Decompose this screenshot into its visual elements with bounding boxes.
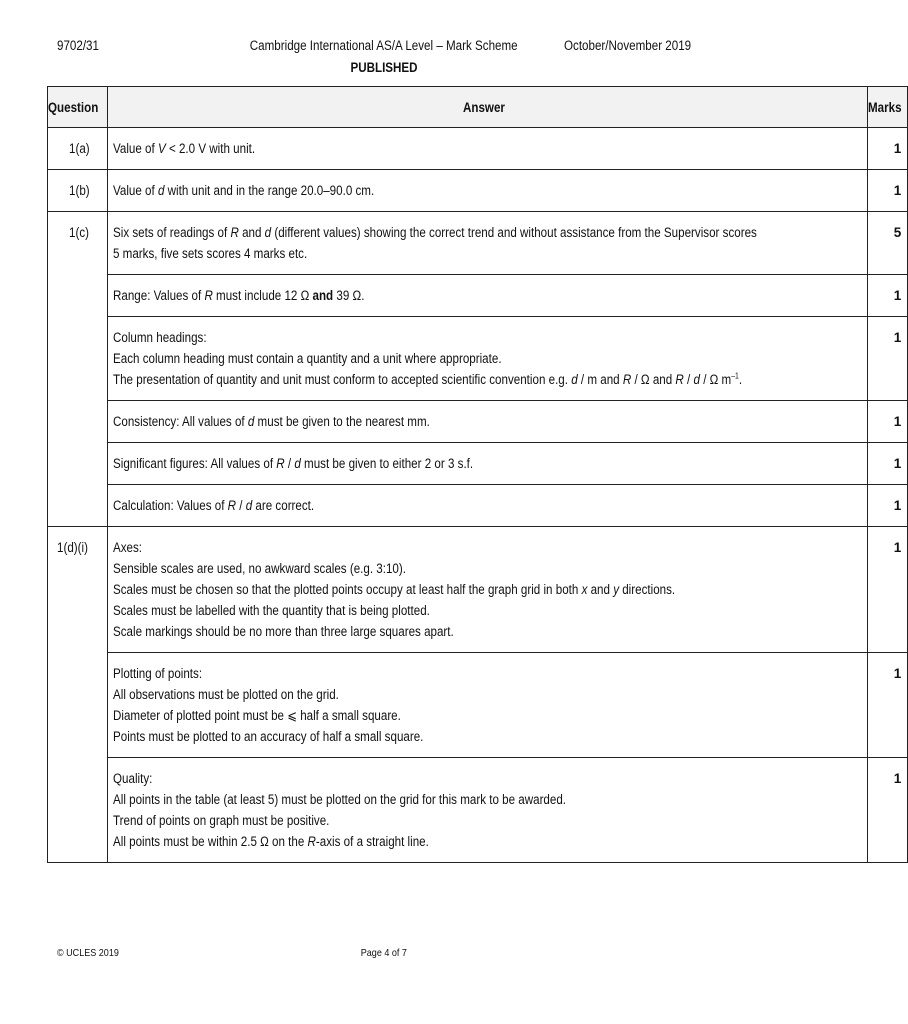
answer-cell xyxy=(107,485,868,527)
mark-value: 1 xyxy=(893,330,902,345)
marks-cell xyxy=(868,317,908,401)
answer-cell xyxy=(107,527,868,653)
question-cell xyxy=(48,527,108,653)
mark-value: 1 xyxy=(893,288,902,303)
answer-cell xyxy=(107,401,868,443)
marks-cell xyxy=(868,443,908,485)
question-number: 1(b) xyxy=(68,183,90,198)
answer-cell xyxy=(107,317,868,401)
answer-line: All points in the table (at least 5) must be plotted on the grid for this mark to be awarded. xyxy=(112,792,566,807)
column-header-answer: Answer xyxy=(107,87,868,128)
answer-cell xyxy=(107,653,868,758)
answer-line: Each column heading must contain a quantity and a unit where appropriate. xyxy=(112,351,502,366)
question-cell xyxy=(48,401,108,443)
answer-line: Range: Values of R must include 12 Ω and 39 Ω. xyxy=(112,288,364,303)
answer-line: Scales must be chosen so that the plotted points occupy at least half the graph grid in both x and y directions. xyxy=(112,582,675,597)
table-row xyxy=(48,128,908,170)
marks-cell xyxy=(868,128,908,170)
page-number: Page 4 of 7 xyxy=(360,947,408,959)
column-header-question: Question xyxy=(48,87,108,128)
question-number: 1(d)(i) xyxy=(56,540,88,555)
marks-cell xyxy=(868,401,908,443)
answer-cell xyxy=(107,758,868,863)
answer-line: The presentation of quantity and unit must conform to accepted scientific convention e.g. d / m and R / Ω and R / d / Ω $m^{-1}$. xyxy=(112,371,742,387)
table-row xyxy=(48,527,908,653)
answer-line: Sensible scales are used, no awkward scales (e.g. 3:10). xyxy=(112,561,406,576)
mark-value: 1 xyxy=(893,771,902,786)
answer-line: All points must be within 2.5 Ω on the R-axis of a straight line. xyxy=(112,834,429,849)
answer-cell xyxy=(107,275,868,317)
answer-cell xyxy=(107,170,868,212)
copyright-notice: © UCLES 2019 xyxy=(57,947,119,959)
mark-value: 1 xyxy=(893,666,902,681)
marks-cell xyxy=(868,485,908,527)
question-cell xyxy=(48,317,108,401)
table-row xyxy=(48,653,908,758)
mark-scheme-table xyxy=(47,86,908,863)
answer-line: Significant figures: All values of R / d must be given to either 2 or 3 s.f. xyxy=(112,456,473,471)
answer-line: All observations must be plotted on the grid. xyxy=(112,687,339,702)
marks-cell xyxy=(868,653,908,758)
table-row xyxy=(48,758,908,863)
question-number: 1(a) xyxy=(68,141,90,156)
paper-code: 9702/31 xyxy=(57,38,99,53)
answer-line: Value of d with unit and in the range 20.0–90.0 cm. xyxy=(112,183,374,198)
mark-value: 1 xyxy=(893,456,902,471)
marks-cell xyxy=(868,170,908,212)
answer-line: Diameter of plotted point must be ⩽ half a small square. xyxy=(112,708,401,723)
exam-session: October/November 2019 xyxy=(564,38,692,53)
answer-line: Scales must be labelled with the quantity that is being plotted. xyxy=(112,603,430,618)
table-row xyxy=(48,443,908,485)
mark-value: 1 xyxy=(893,141,902,156)
answer-line: Consistency: All values of d must be given to the nearest mm. xyxy=(112,414,430,429)
question-cell xyxy=(48,653,108,758)
question-cell xyxy=(48,212,108,275)
answer-line: Axes: xyxy=(112,540,142,555)
table-body xyxy=(48,128,908,863)
answer-cell xyxy=(107,443,868,485)
table-row xyxy=(48,170,908,212)
question-cell xyxy=(48,485,108,527)
table-row xyxy=(48,401,908,443)
answer-line: 5 marks, five sets scores 4 marks etc. xyxy=(112,246,307,261)
table-row xyxy=(48,275,908,317)
answer-cell xyxy=(107,212,868,275)
mark-value: 1 xyxy=(893,498,902,513)
table-row xyxy=(48,317,908,401)
answer-line: Value of V < 2.0 V with unit. xyxy=(112,141,255,156)
answer-line: Quality: xyxy=(112,771,152,786)
answer-line: Plotting of points: xyxy=(112,666,202,681)
answer-line: Trend of points on graph must be positive. xyxy=(112,813,329,828)
marks-cell xyxy=(868,275,908,317)
mark-value: 1 xyxy=(893,540,902,555)
mark-value: 1 xyxy=(893,183,902,198)
question-cell xyxy=(48,443,108,485)
table-row xyxy=(48,485,908,527)
table-header-row xyxy=(48,87,908,128)
answer-line: Calculation: Values of R / d are correct. xyxy=(112,498,314,513)
document-title: Cambridge International AS/A Level – Mark Scheme xyxy=(250,38,518,53)
question-cell xyxy=(48,275,108,317)
question-cell xyxy=(48,170,108,212)
answer-line: Six sets of readings of R and d (different values) showing the correct trend and without assistance from the Supervisor scores xyxy=(112,225,757,240)
mark-value: 1 xyxy=(893,414,902,429)
column-header-marks: Marks xyxy=(868,87,908,128)
published-label: PUBLISHED xyxy=(350,60,418,75)
marks-cell xyxy=(868,527,908,653)
answer-cell xyxy=(107,128,868,170)
mark-value: 5 xyxy=(893,225,902,240)
marks-cell xyxy=(868,758,908,863)
table-row xyxy=(48,212,908,275)
answer-line: Points must be plotted to an accuracy of half a small square. xyxy=(112,729,423,744)
question-number: 1(c) xyxy=(69,225,90,240)
answer-line: Column headings: xyxy=(112,330,207,345)
answer-line: Scale markings should be no more than three large squares apart. xyxy=(112,624,454,639)
question-cell xyxy=(48,128,108,170)
marks-cell xyxy=(868,212,908,275)
question-cell xyxy=(48,758,108,863)
